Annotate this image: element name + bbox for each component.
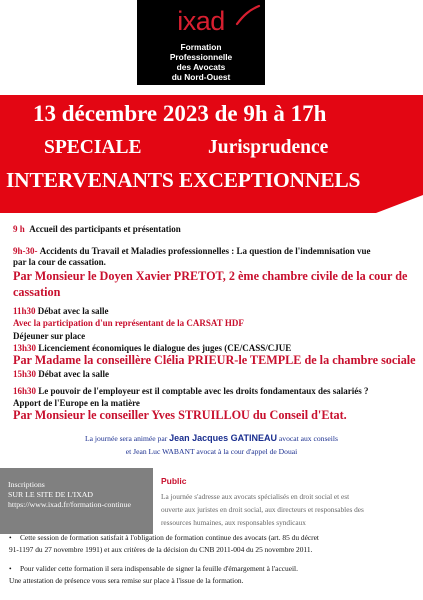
public-text: La journée s'adresse aux avocats spécialisés en droit social et est [161, 492, 350, 501]
footer-text: 91-1197 du 27 novembre 1991) et aux critères de la décision du CNB 2011-004 du 25 novembre 2011. [9, 545, 313, 554]
footer-text: Cette session de formation satisfait à l'obligation de formation continue des avocats (art. 85 du décret [20, 533, 319, 542]
program-item [13, 386, 369, 397]
program-text: Accueil des participants et présentation [29, 224, 181, 234]
program-text: Déjeuner sur place [13, 331, 86, 341]
banner-intervenants: INTERVENANTS EXCEPTIONNELS [6, 168, 361, 192]
program-text: par la cour de cassation. [13, 257, 106, 267]
program-text: Débat avec la salle [38, 369, 109, 379]
public-title: Public [161, 476, 187, 486]
bullet-icon: • [9, 533, 12, 542]
program-time: 13h30 [13, 343, 37, 353]
program-item [13, 369, 109, 380]
footer-text: Pour valider cette formation il sera indispensable de signer la feuille d'émargement à l'accueil. [20, 564, 298, 573]
animation-text: avocat aux conseils [278, 434, 338, 443]
logo-subtitle-line: des Avocats [176, 62, 226, 72]
program-item [13, 246, 371, 257]
program-text: Apport de l'Europe en la matière [13, 398, 140, 408]
public-text: ouverte aux juristes en droit social, aux directeurs et responsables des [161, 505, 364, 514]
program-speaker: Par Monsieur le Doyen Xavier PRETOT, 2 ème chambre civile de la cour de [13, 269, 408, 283]
inscription-label: Inscriptions [8, 480, 45, 489]
title-banner [0, 95, 423, 213]
program-text: Débat avec la salle [37, 306, 109, 316]
animation-line: et Jean Luc WABANT avocat à la cour d'appel de Douai [125, 447, 298, 456]
logo-subtitle-line: Professionnelle [169, 52, 233, 62]
logo-swoosh-icon [233, 4, 261, 26]
program-speaker: cassation [13, 285, 61, 299]
logo-subtitle [137, 42, 265, 82]
logo-subtitle-line: Formation [180, 42, 222, 52]
inscription-box [0, 468, 153, 534]
logo-wordmark: ixad [177, 6, 225, 36]
program-text: Accidents du Travail et Maladies professionnelles : La question de l'indemnisation vue [39, 246, 371, 256]
footer-text: Une attestation de présence vous sera remise sur place à l'issue de la formation. [9, 576, 244, 585]
public-text: ressources humaines, aux responsables syndicaux [161, 518, 306, 527]
animation-line [0, 433, 423, 444]
inscription-site: SUR LE SITE DE L'IXAD [8, 490, 93, 499]
banner-speciale: SPECIALE [44, 137, 142, 158]
ixad-logo [137, 0, 265, 85]
program-time: 9 h [13, 224, 25, 234]
program-item [13, 224, 181, 235]
animator-name: Jean Jacques GATINEAU [169, 433, 278, 443]
program-text: Licenciement économiques le dialogue des juges (CE/CASS/CJUE [38, 343, 292, 353]
program-time: 15h30 [13, 369, 37, 379]
program-text: Le pouvoir de l'employeur est il comptable avec les droits fondamentaux des salariés ? [38, 386, 369, 396]
program-time: 11h30 [13, 306, 36, 316]
program-speaker: Par Madame la conseillère Clélia PRIEUR-le TEMPLE de la chambre sociale [13, 353, 416, 367]
program-item [13, 306, 109, 317]
event-date: 13 décembre 2023 de 9h à 17h [33, 101, 327, 126]
program-time: 16h30 [13, 386, 37, 396]
bullet-icon: • [9, 564, 12, 573]
animation-text: La journée sera animée par [85, 434, 168, 443]
program-speaker: Par Monsieur le conseiller Yves STRUILLOU du Conseil d'Etat. [13, 408, 347, 422]
banner-jurisprudence: Jurisprudence [208, 137, 329, 158]
inscription-link[interactable]: https://www.ixad.fr/formation-continue [8, 500, 131, 509]
program-text: Avec la participation d'un représentant de la CARSAT HDF [13, 318, 244, 328]
program-time: 9h-30- [13, 246, 38, 256]
logo-subtitle-line: du Nord-Ouest [171, 72, 231, 82]
